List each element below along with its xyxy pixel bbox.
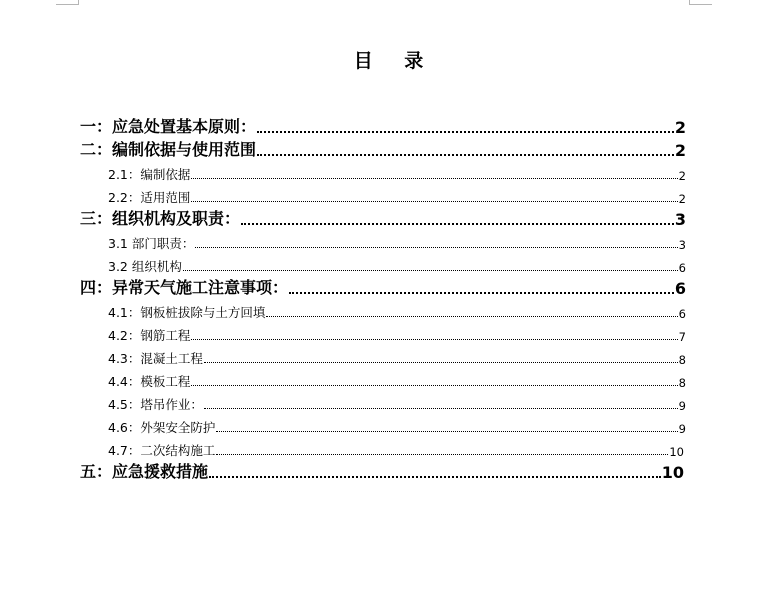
toc-entry-page: 10	[661, 463, 684, 482]
toc-entry-label: 3.1 部门职责：	[108, 236, 195, 251]
dot-leader	[204, 362, 678, 363]
toc-entry-label: 4.4：模板工程	[108, 374, 191, 389]
dot-leader	[191, 178, 677, 179]
dot-leader	[266, 316, 677, 317]
dot-leader	[241, 223, 674, 225]
toc-entry[interactable]	[80, 229, 686, 252]
dot-leader	[183, 270, 678, 271]
toc-entry-page: 8	[678, 353, 686, 367]
toc-entry[interactable]	[80, 137, 686, 160]
dot-leader	[204, 408, 678, 409]
page-corner-mark-right	[689, 0, 712, 5]
toc-entry-page: 2	[674, 141, 686, 160]
toc-entry-label: 4.3：混凝土工程	[108, 351, 203, 366]
toc-entry-label: 五：应急援救措施	[80, 462, 209, 481]
toc-entry-label: 4.2：钢筋工程	[108, 328, 191, 343]
toc-entry-page: 7	[678, 330, 686, 344]
toc-entry[interactable]	[80, 459, 686, 482]
toc-entry[interactable]	[80, 275, 686, 298]
dot-leader	[289, 292, 674, 294]
toc-entry-page: 8	[678, 376, 686, 390]
toc-entry-page: 9	[678, 399, 686, 413]
toc-entry[interactable]	[80, 413, 686, 436]
toc-entry[interactable]	[80, 367, 686, 390]
page-title: 目 录	[353, 50, 425, 72]
dot-leader	[191, 201, 677, 202]
dot-leader	[216, 431, 677, 432]
toc-entry-page: 6	[674, 279, 686, 298]
dot-leader	[195, 247, 677, 248]
toc-entry-label: 4.7：二次结构施工	[108, 443, 216, 458]
toc-entry-page: 2	[678, 192, 686, 206]
toc-entry-label: 四：异常天气施工注意事项：	[80, 278, 289, 297]
toc-entry[interactable]	[80, 436, 686, 459]
toc-entry-page: 3	[678, 238, 686, 252]
dot-leader	[191, 339, 677, 340]
toc-entry-page: 9	[678, 422, 686, 436]
dot-leader	[191, 385, 677, 386]
toc-entry-label: 4.1：钢板桩拔除与土方回填	[108, 305, 266, 320]
toc-entry[interactable]	[80, 183, 686, 206]
table-of-contents	[80, 114, 686, 482]
toc-entry[interactable]	[80, 252, 686, 275]
toc-entry-label: 2.1：编制依据	[108, 167, 191, 182]
dot-leader	[257, 154, 674, 156]
toc-entry-page: 2	[678, 169, 686, 183]
toc-entry-label: 4.6：外架安全防护	[108, 420, 216, 435]
toc-entry-page: 6	[678, 307, 686, 321]
toc-entry-label: 4.5：塔吊作业：	[108, 397, 203, 412]
toc-entry[interactable]	[80, 298, 686, 321]
dot-leader	[209, 476, 661, 478]
toc-entry-label: 2.2：适用范围	[108, 190, 191, 205]
toc-entry[interactable]	[80, 321, 686, 344]
toc-entry-label: 二：编制依据与使用范围	[80, 140, 257, 159]
toc-entry[interactable]	[80, 344, 686, 367]
toc-entry[interactable]	[80, 390, 686, 413]
dot-leader	[257, 131, 674, 133]
toc-entry-page: 2	[674, 118, 686, 137]
page-corner-mark-left	[56, 0, 79, 5]
toc-entry[interactable]	[80, 206, 686, 229]
toc-entry-page: 10	[669, 445, 684, 459]
toc-entry[interactable]	[80, 160, 686, 183]
toc-entry[interactable]	[80, 114, 686, 137]
toc-entry-page: 3	[674, 210, 686, 229]
dot-leader	[216, 454, 668, 455]
toc-entry-page: 6	[678, 261, 686, 275]
toc-entry-label: 一：应急处置基本原则：	[80, 117, 257, 136]
toc-entry-label: 3.2 组织机构	[108, 259, 182, 274]
toc-entry-label: 三：组织机构及职责：	[80, 209, 241, 228]
